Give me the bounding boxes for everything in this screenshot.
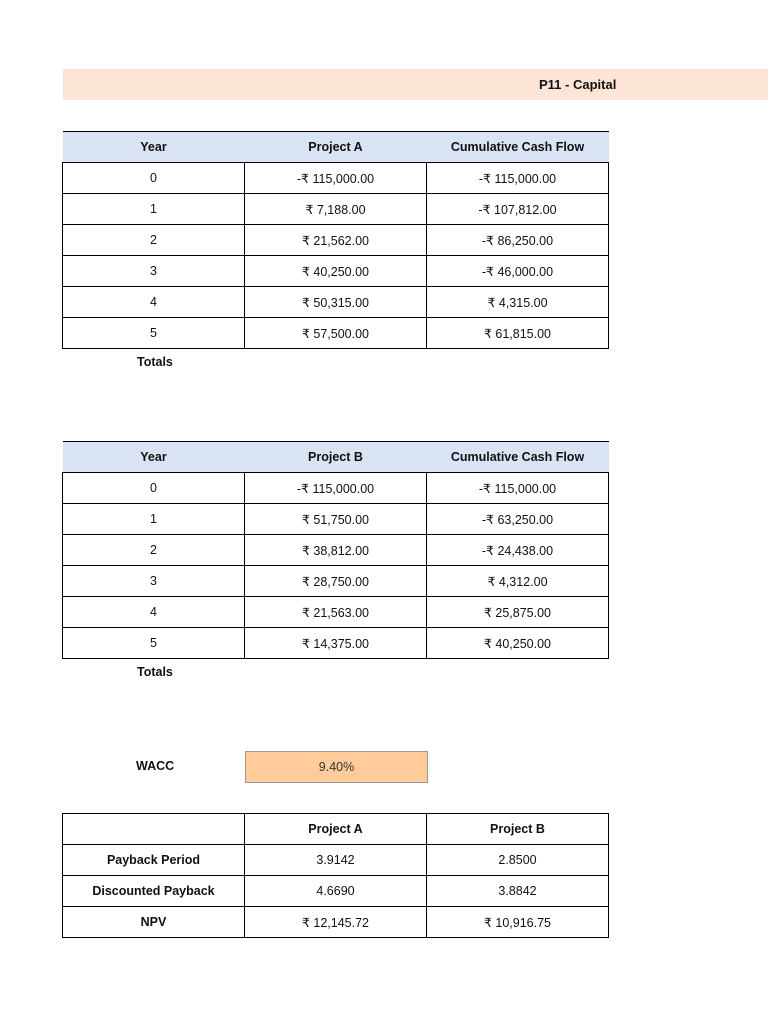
table-row <box>63 907 609 938</box>
wacc-label: WACC <box>136 759 175 773</box>
cell[interactable]: 2 <box>63 535 245 566</box>
project-a-table <box>62 131 609 349</box>
cell[interactable]: ₹ 7,188.00 <box>245 194 427 225</box>
cell[interactable]: -₹ 115,000.00 <box>427 163 609 194</box>
cell[interactable]: ₹ 28,750.00 <box>245 566 427 597</box>
cell[interactable]: -₹ 115,000.00 <box>427 473 609 504</box>
cell[interactable]: ₹ 10,916.75 <box>427 907 609 938</box>
cell[interactable]: ₹ 12,145.72 <box>245 907 427 938</box>
sheet-title: P11 - Capital <box>539 77 617 92</box>
cell[interactable]: 5 <box>63 318 245 349</box>
cell[interactable]: -₹ 107,812.00 <box>427 194 609 225</box>
cell[interactable]: 1 <box>63 504 245 535</box>
table-row <box>63 256 609 287</box>
table-row <box>63 845 609 876</box>
cell[interactable]: 3.8842 <box>427 876 609 907</box>
cell[interactable]: ₹ 25,875.00 <box>427 597 609 628</box>
cell[interactable]: -₹ 24,438.00 <box>427 535 609 566</box>
table-row <box>63 287 609 318</box>
cell[interactable]: 3.9142 <box>245 845 427 876</box>
summary-table <box>62 813 609 938</box>
project-b-table <box>62 441 609 659</box>
cell[interactable]: 4 <box>63 597 245 628</box>
cell[interactable]: 1 <box>63 194 245 225</box>
table-header-row <box>63 442 609 473</box>
cell[interactable]: ₹ 21,562.00 <box>245 225 427 256</box>
table-row <box>63 225 609 256</box>
cell[interactable]: 4.6690 <box>245 876 427 907</box>
cell[interactable]: 5 <box>63 628 245 659</box>
table-row <box>63 504 609 535</box>
cell[interactable]: ₹ 4,315.00 <box>427 287 609 318</box>
totals-label-b: Totals <box>137 665 173 679</box>
cell[interactable]: -₹ 63,250.00 <box>427 504 609 535</box>
header-project-b: Project B <box>427 814 609 845</box>
cell[interactable]: 3 <box>63 566 245 597</box>
header-project-b: Project B <box>245 442 427 473</box>
table-row <box>63 194 609 225</box>
header-year: Year <box>63 442 245 473</box>
cell[interactable]: ₹ 14,375.00 <box>245 628 427 659</box>
table-row <box>63 163 609 194</box>
cell[interactable]: 2.8500 <box>427 845 609 876</box>
cell[interactable]: -₹ 115,000.00 <box>245 473 427 504</box>
cell[interactable]: 2 <box>63 225 245 256</box>
cell[interactable]: 0 <box>63 163 245 194</box>
cell[interactable]: -₹ 46,000.00 <box>427 256 609 287</box>
table-row <box>63 876 609 907</box>
table-row <box>63 473 609 504</box>
table-header-row <box>63 132 609 163</box>
cell[interactable]: ₹ 40,250.00 <box>245 256 427 287</box>
row-label-npv: NPV <box>63 907 245 938</box>
header-project-a: Project A <box>245 814 427 845</box>
header-cumulative-cash-flow: Cumulative Cash Flow <box>427 442 609 473</box>
cell[interactable]: -₹ 86,250.00 <box>427 225 609 256</box>
cell[interactable]: ₹ 57,500.00 <box>245 318 427 349</box>
wacc-value-cell[interactable]: 9.40% <box>245 751 428 783</box>
header-cumulative-cash-flow: Cumulative Cash Flow <box>427 132 609 163</box>
table-row <box>63 628 609 659</box>
table-header-row <box>63 814 609 845</box>
cell[interactable]: ₹ 40,250.00 <box>427 628 609 659</box>
header-project-a: Project A <box>245 132 427 163</box>
cell[interactable]: ₹ 50,315.00 <box>245 287 427 318</box>
cell[interactable]: ₹ 4,312.00 <box>427 566 609 597</box>
cell[interactable]: ₹ 38,812.00 <box>245 535 427 566</box>
cell[interactable]: ₹ 61,815.00 <box>427 318 609 349</box>
cell[interactable]: 0 <box>63 473 245 504</box>
totals-label-a: Totals <box>137 355 173 369</box>
table-row <box>63 535 609 566</box>
row-label-payback-period: Payback Period <box>63 845 245 876</box>
header-blank <box>63 814 245 845</box>
cell[interactable]: 4 <box>63 287 245 318</box>
table-row <box>63 566 609 597</box>
row-label-discounted-payback: Discounted Payback <box>63 876 245 907</box>
table-row <box>63 318 609 349</box>
cell[interactable]: ₹ 51,750.00 <box>245 504 427 535</box>
title-band <box>63 69 768 100</box>
cell[interactable]: -₹ 115,000.00 <box>245 163 427 194</box>
table-row <box>63 597 609 628</box>
header-year: Year <box>63 132 245 163</box>
cell[interactable]: 3 <box>63 256 245 287</box>
cell[interactable]: ₹ 21,563.00 <box>245 597 427 628</box>
